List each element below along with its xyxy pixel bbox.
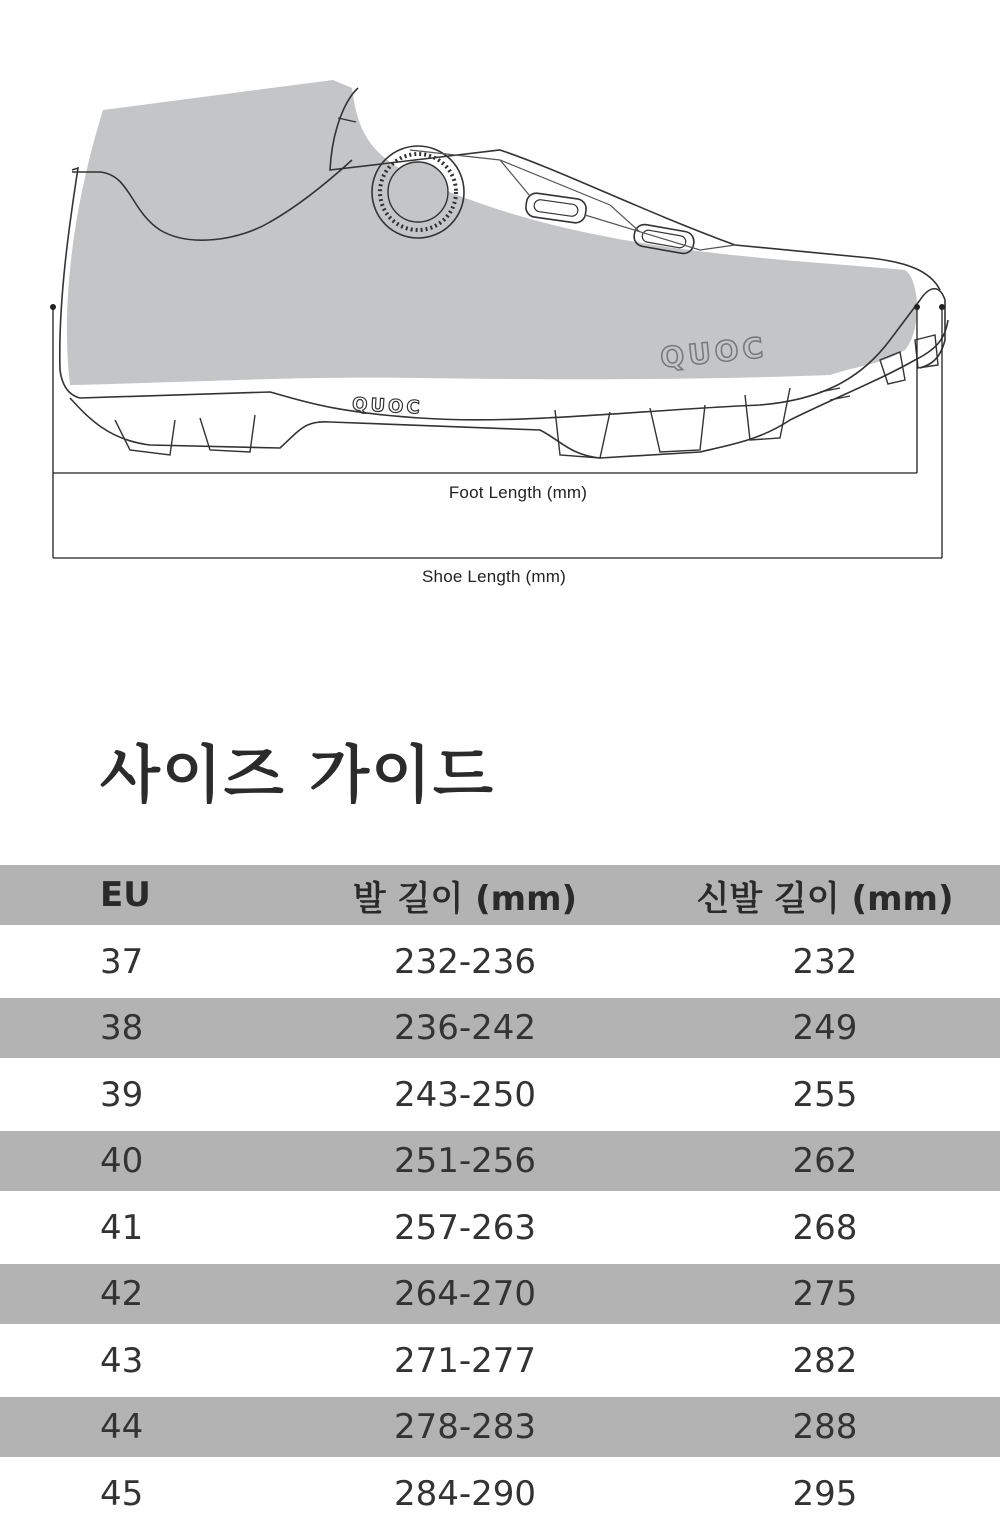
cell-shoe-length: 295 <box>792 1473 858 1514</box>
foot-silhouette <box>67 80 917 385</box>
cell-eu: 40 <box>100 1141 144 1181</box>
shoe-illustration <box>0 0 1000 620</box>
cell-eu: 44 <box>100 1407 144 1447</box>
table-row <box>0 1264 1000 1324</box>
cell-foot-length: 236-242 <box>393 1008 537 1048</box>
cell-foot-length: 243-250 <box>393 1074 537 1115</box>
table-row <box>0 1457 1000 1530</box>
brand-logo-upper: QUOC <box>658 330 769 375</box>
cell-foot-length: 264-270 <box>393 1274 537 1314</box>
cell-shoe-length: 232 <box>792 941 858 982</box>
cell-eu: 38 <box>100 1008 144 1048</box>
cell-foot-length: 257-263 <box>393 1207 537 1248</box>
cell-shoe-length: 275 <box>792 1274 858 1314</box>
cell-shoe-length: 282 <box>792 1340 858 1381</box>
cell-foot-length: 271-277 <box>393 1340 537 1381</box>
cell-shoe-length: 288 <box>792 1407 858 1447</box>
brand-logo-sole: QUOC <box>351 393 424 419</box>
cell-foot-length: 232-236 <box>393 941 537 982</box>
shoe-size-diagram <box>0 0 1000 620</box>
cell-foot-length: 278-283 <box>393 1407 537 1447</box>
cell-eu: 42 <box>100 1274 144 1314</box>
cell-eu: 39 <box>100 1074 144 1115</box>
table-row <box>0 1131 1000 1191</box>
cell-shoe-length: 255 <box>792 1074 858 1115</box>
table-row <box>0 1397 1000 1457</box>
table-row <box>0 1324 1000 1397</box>
header-foot-length: 발 길이 (mm) <box>352 878 578 919</box>
cell-foot-length: 251-256 <box>393 1141 537 1181</box>
table-row <box>0 998 1000 1058</box>
cell-foot-length: 284-290 <box>393 1473 537 1514</box>
foot-length-label: Foot Length (mm) <box>448 483 588 502</box>
cell-eu: 37 <box>100 941 144 982</box>
shoe-length-label: Shoe Length (mm) <box>422 567 566 586</box>
cell-eu: 41 <box>100 1207 144 1248</box>
cell-shoe-length: 249 <box>792 1008 858 1048</box>
header-eu: EU <box>100 875 151 915</box>
table-header <box>0 865 1000 925</box>
table-row <box>0 1191 1000 1264</box>
size-table <box>0 865 1000 1530</box>
header-shoe-length: 신발 길이 (mm) <box>696 878 954 919</box>
cell-shoe-length: 268 <box>792 1207 858 1248</box>
table-row <box>0 925 1000 998</box>
table-row <box>0 1058 1000 1131</box>
cell-eu: 45 <box>100 1473 144 1514</box>
cell-shoe-length: 262 <box>792 1141 858 1181</box>
page-title: 사이즈 가이드 <box>100 738 495 811</box>
cell-eu: 43 <box>100 1340 144 1381</box>
